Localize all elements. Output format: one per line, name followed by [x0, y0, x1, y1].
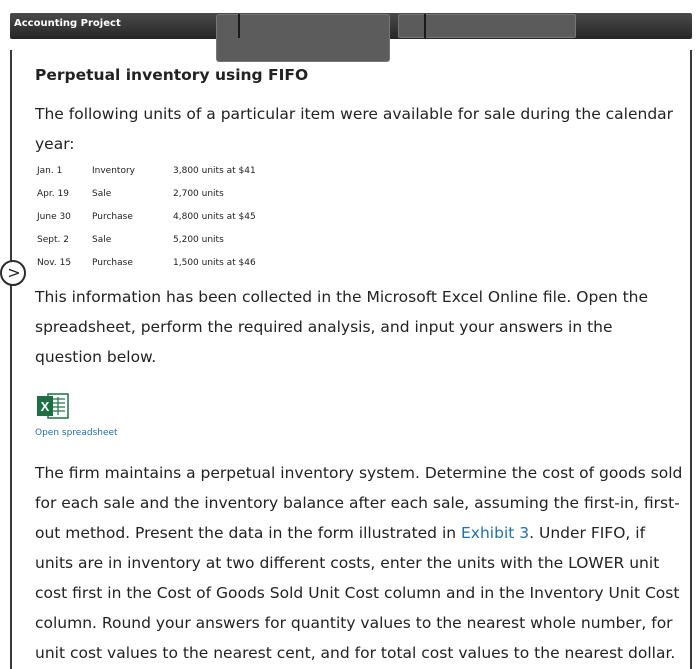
tab-redacted-1[interactable] — [216, 14, 390, 62]
open-spreadsheet-link[interactable]: Open spreadsheet — [35, 428, 118, 438]
row-date: Nov. 15 — [37, 258, 72, 268]
app-title: Accounting Project — [14, 18, 121, 29]
tab-divider — [238, 14, 240, 38]
svg-text:X: X — [40, 399, 50, 414]
row-date: June 30 — [37, 212, 71, 222]
row-type: Sale — [92, 189, 112, 199]
info-text: This information has been collected in the Microsoft Excel Online file. Open the spreadsheet, perform the required analysis, and input your answers in the question below. — [35, 288, 649, 366]
row-detail: 1,500 units at $46 — [173, 258, 256, 268]
row-detail: 2,700 units — [173, 189, 224, 199]
intro-text: The following units of a particular item were available for sale during the calendar year: — [35, 105, 674, 153]
row-date: Sept. 2 — [37, 235, 69, 245]
row-detail: 5,200 units — [173, 235, 224, 245]
row-date: Apr. 19 — [37, 189, 69, 199]
top-bar — [0, 0, 700, 50]
instructions-part-2: . Under FIFO, if units are in inventory at two different costs, enter the units with the LOWER unit cost first in the Cost of Goods Sold Unit Cost column and in the Inventory Unit Cost column. Round your answers for quantity values to the nearest whole number, for unit cost values to the nearest cent, and for total cost values to the nearest dollar. — [35, 524, 680, 662]
frame-right-border — [690, 50, 692, 669]
page-title: Perpetual inventory using FIFO — [35, 66, 309, 84]
excel-icon[interactable] — [36, 392, 70, 420]
row-type: Purchase — [92, 212, 133, 222]
instructions-part-1: The firm maintains a perpetual inventory system. Determine the cost of goods sold for each sale and the inventory balance after each sale, assuming the first-in, first-out method. Present the data in the form illustrated in — [35, 464, 683, 542]
exhibit-3-link[interactable]: Exhibit 3 — [461, 524, 530, 542]
row-date: Jan. 1 — [37, 166, 63, 176]
tab-divider — [424, 14, 426, 38]
frame-left-border — [10, 50, 12, 669]
row-type: Sale — [92, 235, 112, 245]
row-type: Purchase — [92, 258, 133, 268]
row-detail: 4,800 units at $45 — [173, 212, 256, 222]
instructions-text — [35, 458, 683, 668]
row-detail: 3,800 units at $41 — [173, 166, 256, 176]
chevron-right-icon[interactable]: > — [0, 260, 26, 286]
row-type: Inventory — [92, 166, 135, 176]
